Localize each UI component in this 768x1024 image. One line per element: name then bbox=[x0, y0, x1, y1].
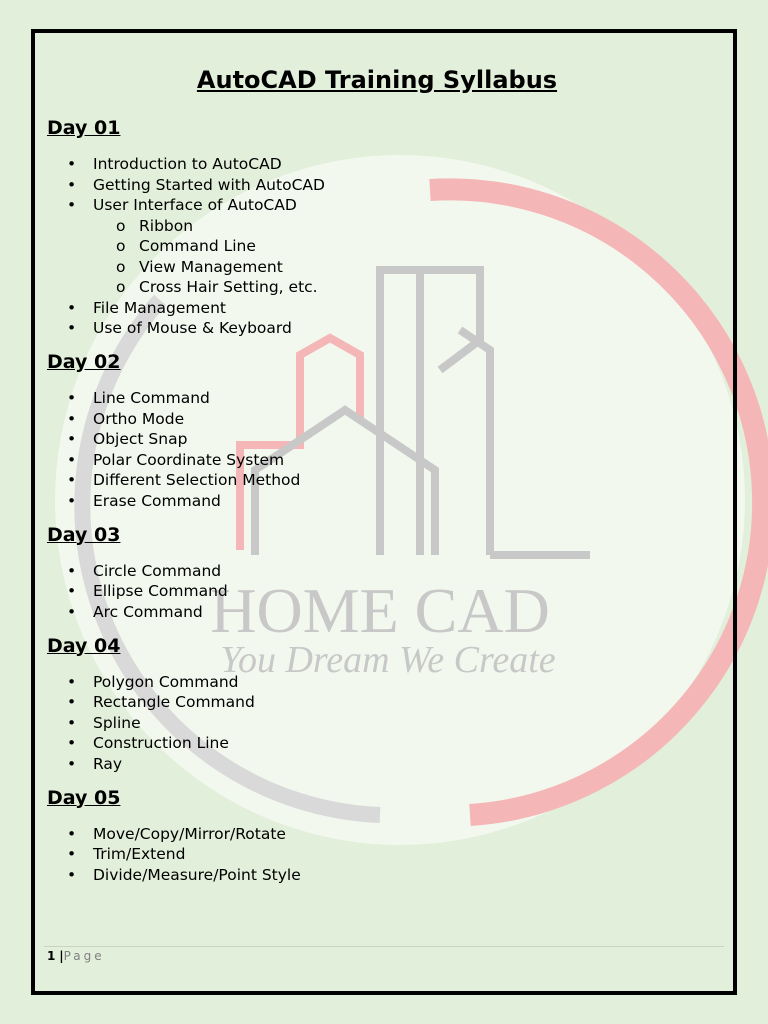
topic-list bbox=[47, 388, 707, 511]
topic-item: • Polygon Command bbox=[47, 672, 707, 693]
page-footer bbox=[47, 948, 105, 964]
topic-item: • Polar Coordinate System bbox=[47, 450, 707, 471]
topic-item: • Spline bbox=[47, 713, 707, 734]
topic-item: • Object Snap bbox=[47, 429, 707, 450]
topic-item: • User Interface of AutoCAD bbox=[47, 195, 707, 216]
topic-item: • Trim/Extend bbox=[47, 844, 707, 865]
day-heading: Day 03 bbox=[47, 523, 121, 546]
watermark-tagline: You Dream We Create bbox=[220, 639, 556, 681]
sub-topic-item: o View Management bbox=[47, 257, 707, 278]
topic-item: • Divide/Measure/Point Style bbox=[47, 865, 707, 886]
topic-item: • Arc Command bbox=[47, 602, 707, 623]
sub-topic-item: o Command Line bbox=[47, 236, 707, 257]
watermark-brand: HOME CAD bbox=[210, 575, 550, 646]
footer-divider bbox=[44, 946, 724, 947]
footer-separator: | bbox=[59, 949, 64, 963]
topic-item: • Construction Line bbox=[47, 733, 707, 754]
topic-list bbox=[47, 672, 707, 775]
sub-topic-item: o Cross Hair Setting, etc. bbox=[47, 277, 707, 298]
topic-item: • Rectangle Command bbox=[47, 692, 707, 713]
topic-item: • Ray bbox=[47, 754, 707, 775]
topic-item: • Circle Command bbox=[47, 561, 707, 582]
topic-item: • Ortho Mode bbox=[47, 409, 707, 430]
topic-item: • Getting Started with AutoCAD bbox=[47, 175, 707, 196]
topic-item: • Different Selection Method bbox=[47, 470, 707, 491]
topic-list bbox=[47, 154, 707, 339]
day-heading: Day 04 bbox=[47, 634, 121, 657]
page-label: Page bbox=[63, 949, 105, 963]
topic-item: • Introduction to AutoCAD bbox=[47, 154, 707, 175]
page-number: 1 bbox=[47, 949, 56, 963]
topic-item: • Erase Command bbox=[47, 491, 707, 512]
topic-item: • Ellipse Command bbox=[47, 581, 707, 602]
topic-item: • File Management bbox=[47, 298, 707, 319]
topic-item: • Move/Copy/Mirror/Rotate bbox=[47, 824, 707, 845]
syllabus-content bbox=[47, 62, 707, 897]
topic-list bbox=[47, 824, 707, 886]
topic-item: • Line Command bbox=[47, 388, 707, 409]
day-heading: Day 01 bbox=[47, 117, 121, 139]
topic-list bbox=[47, 561, 707, 623]
page-title: AutoCAD Training Syllabus bbox=[196, 66, 558, 94]
day-heading: Day 05 bbox=[47, 786, 121, 809]
sub-topic-item: o Ribbon bbox=[47, 216, 707, 237]
topic-item: • Use of Mouse & Keyboard bbox=[47, 318, 707, 339]
day-heading: Day 02 bbox=[47, 351, 121, 373]
